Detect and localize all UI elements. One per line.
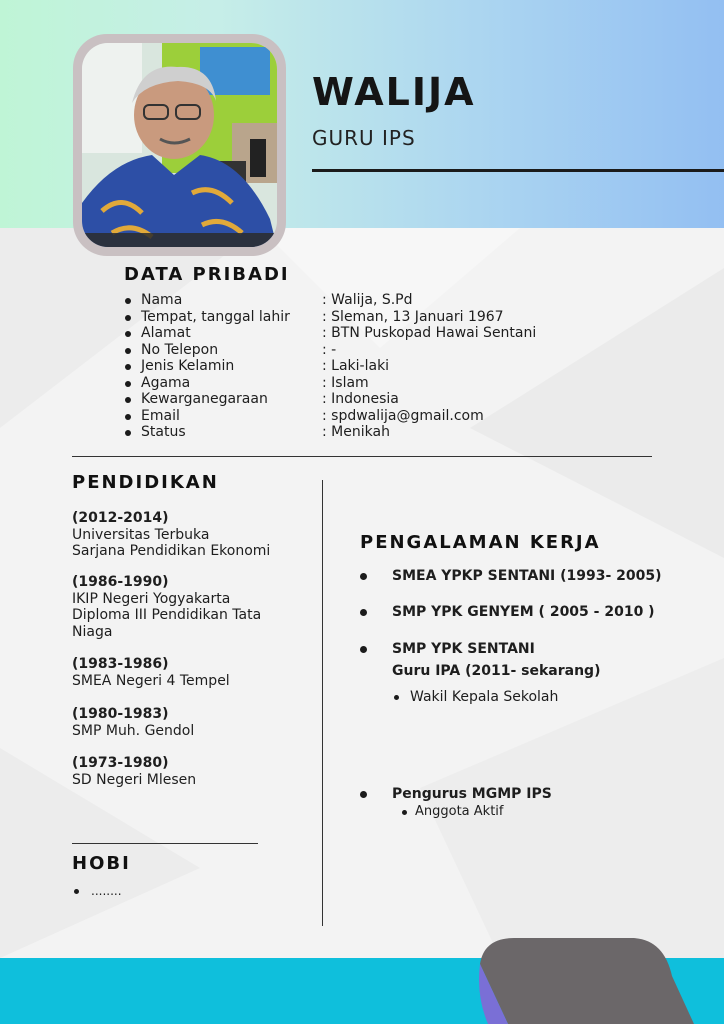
education-entry: (2012-2014) Universitas Terbuka Sarjana Pendidikan Ekonomi [72, 510, 271, 559]
hobby-divider [72, 843, 258, 844]
list-item: Alamat : BTN Puskopad Hawai Sentani [124, 325, 644, 342]
column-divider [322, 480, 323, 926]
bullet-icon [360, 573, 367, 580]
person-role: GURU IPS [312, 126, 416, 150]
experience-title: PENGALAMAN KERJA [360, 532, 601, 553]
footer-ribbon [474, 936, 724, 1024]
education-title: PENDIDIKAN [72, 472, 219, 493]
list-item: Email : spdwalija@gmail.com [124, 408, 644, 425]
profile-photo-frame [73, 34, 286, 256]
education-entry: (1986-1990) IKIP Negeri Yogyakarta Diploma III Pendidikan Tata Niaga [72, 574, 262, 640]
list-item: Kewarganegaraan : Indonesia [124, 391, 644, 408]
portrait-image [82, 43, 277, 247]
list-item: Status : Menikah [124, 424, 644, 441]
bullet-icon [402, 810, 407, 815]
bullet-icon [360, 646, 367, 653]
list-item: Agama : Islam [124, 375, 644, 392]
person-name: WALIJA [312, 70, 476, 114]
list-item: No Telepon : - [124, 342, 644, 359]
bullet-icon [394, 695, 399, 700]
bullet-icon [360, 609, 367, 616]
profile-photo [82, 43, 277, 247]
education-entry: (1973-1980) SD Negeri Mlesen [72, 755, 197, 788]
list-item: Nama : Walija, S.Pd [124, 292, 644, 309]
list-item: Tempat, tanggal lahir : Sleman, 13 Januari 1967 [124, 309, 644, 326]
hobby-title: HOBI [72, 853, 131, 874]
header-divider [312, 169, 724, 172]
list-item: Jenis Kelamin : Laki-laki [124, 358, 644, 375]
education-entry: (1983-1986) SMEA Negeri 4 Tempel [72, 656, 230, 689]
bullet-icon [74, 889, 79, 894]
section-divider [72, 456, 652, 457]
personal-data-title: DATA PRIBADI [124, 264, 290, 285]
education-entry: (1980-1983) SMP Muh. Gendol [72, 706, 195, 739]
personal-data-list [124, 292, 644, 441]
bullet-icon [360, 791, 367, 798]
